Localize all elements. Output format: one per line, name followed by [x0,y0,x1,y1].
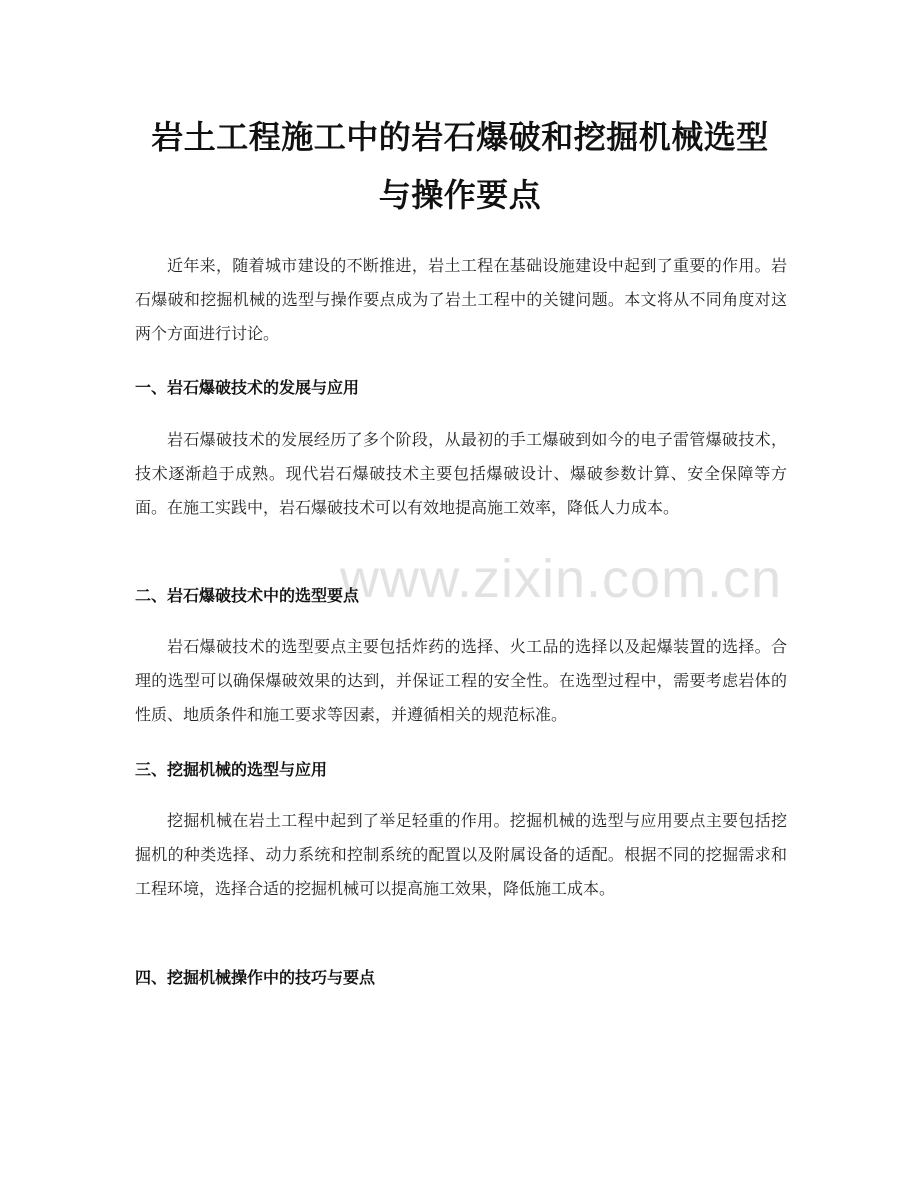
document-title-line-2: 与操作要点 [378,176,542,214]
section-4-heading: 四、挖掘机械操作中的技巧与要点 [135,968,376,987]
section-1-heading: 一、岩石爆破技术的发展与应用 [135,378,360,397]
intro-paragraph: 近年来，随着城市建设的不断推进，岩土工程在基础设施建设中起到了重要的作用。岩石爆破和挖掘机械的选型与操作要点成为了岩土工程中的关键问题。本文将从不同角度对这两个方面进行讨论。 [135,256,787,343]
section-2-paragraph: 岩石爆破技术的选型要点主要包括炸药的选择、火工品的选择以及起爆装置的选择。合理的选型可以确保爆破效果的达到，并保证工程的安全性。在选型过程中，需要考虑岩体的性质、地质条件和施工要求等因素，并遵循相关的规范标准。 [135,637,787,724]
section-1-paragraph: 岩石爆破技术的发展经历了多个阶段，从最初的手工爆破到如今的电子雷管爆破技术，技术逐渐趋于成熟。现代岩石爆破技术主要包括爆破设计、爆破参数计算、安全保障等方面。在施工实践中，岩石爆破技术可以有效地提高施工效率，降低人力成本。 [135,430,787,517]
document-title-line-1: 岩土工程施工中的岩石爆破和挖掘机械选型 [151,118,769,156]
section-3-heading: 三、挖掘机械的选型与应用 [135,760,328,779]
section-3-paragraph: 挖掘机械在岩土工程中起到了举足轻重的作用。挖掘机械的选型与应用要点主要包括挖掘机的种类选择、动力系统和控制系统的配置以及附属设备的适配。根据不同的挖掘需求和工程环境，选择合适的挖掘机械可以提高施工效果，降低施工成本。 [135,811,787,898]
watermark: www.zixin.com.cn [340,549,783,609]
section-2-heading: 二、岩石爆破技术中的选型要点 [135,586,360,605]
